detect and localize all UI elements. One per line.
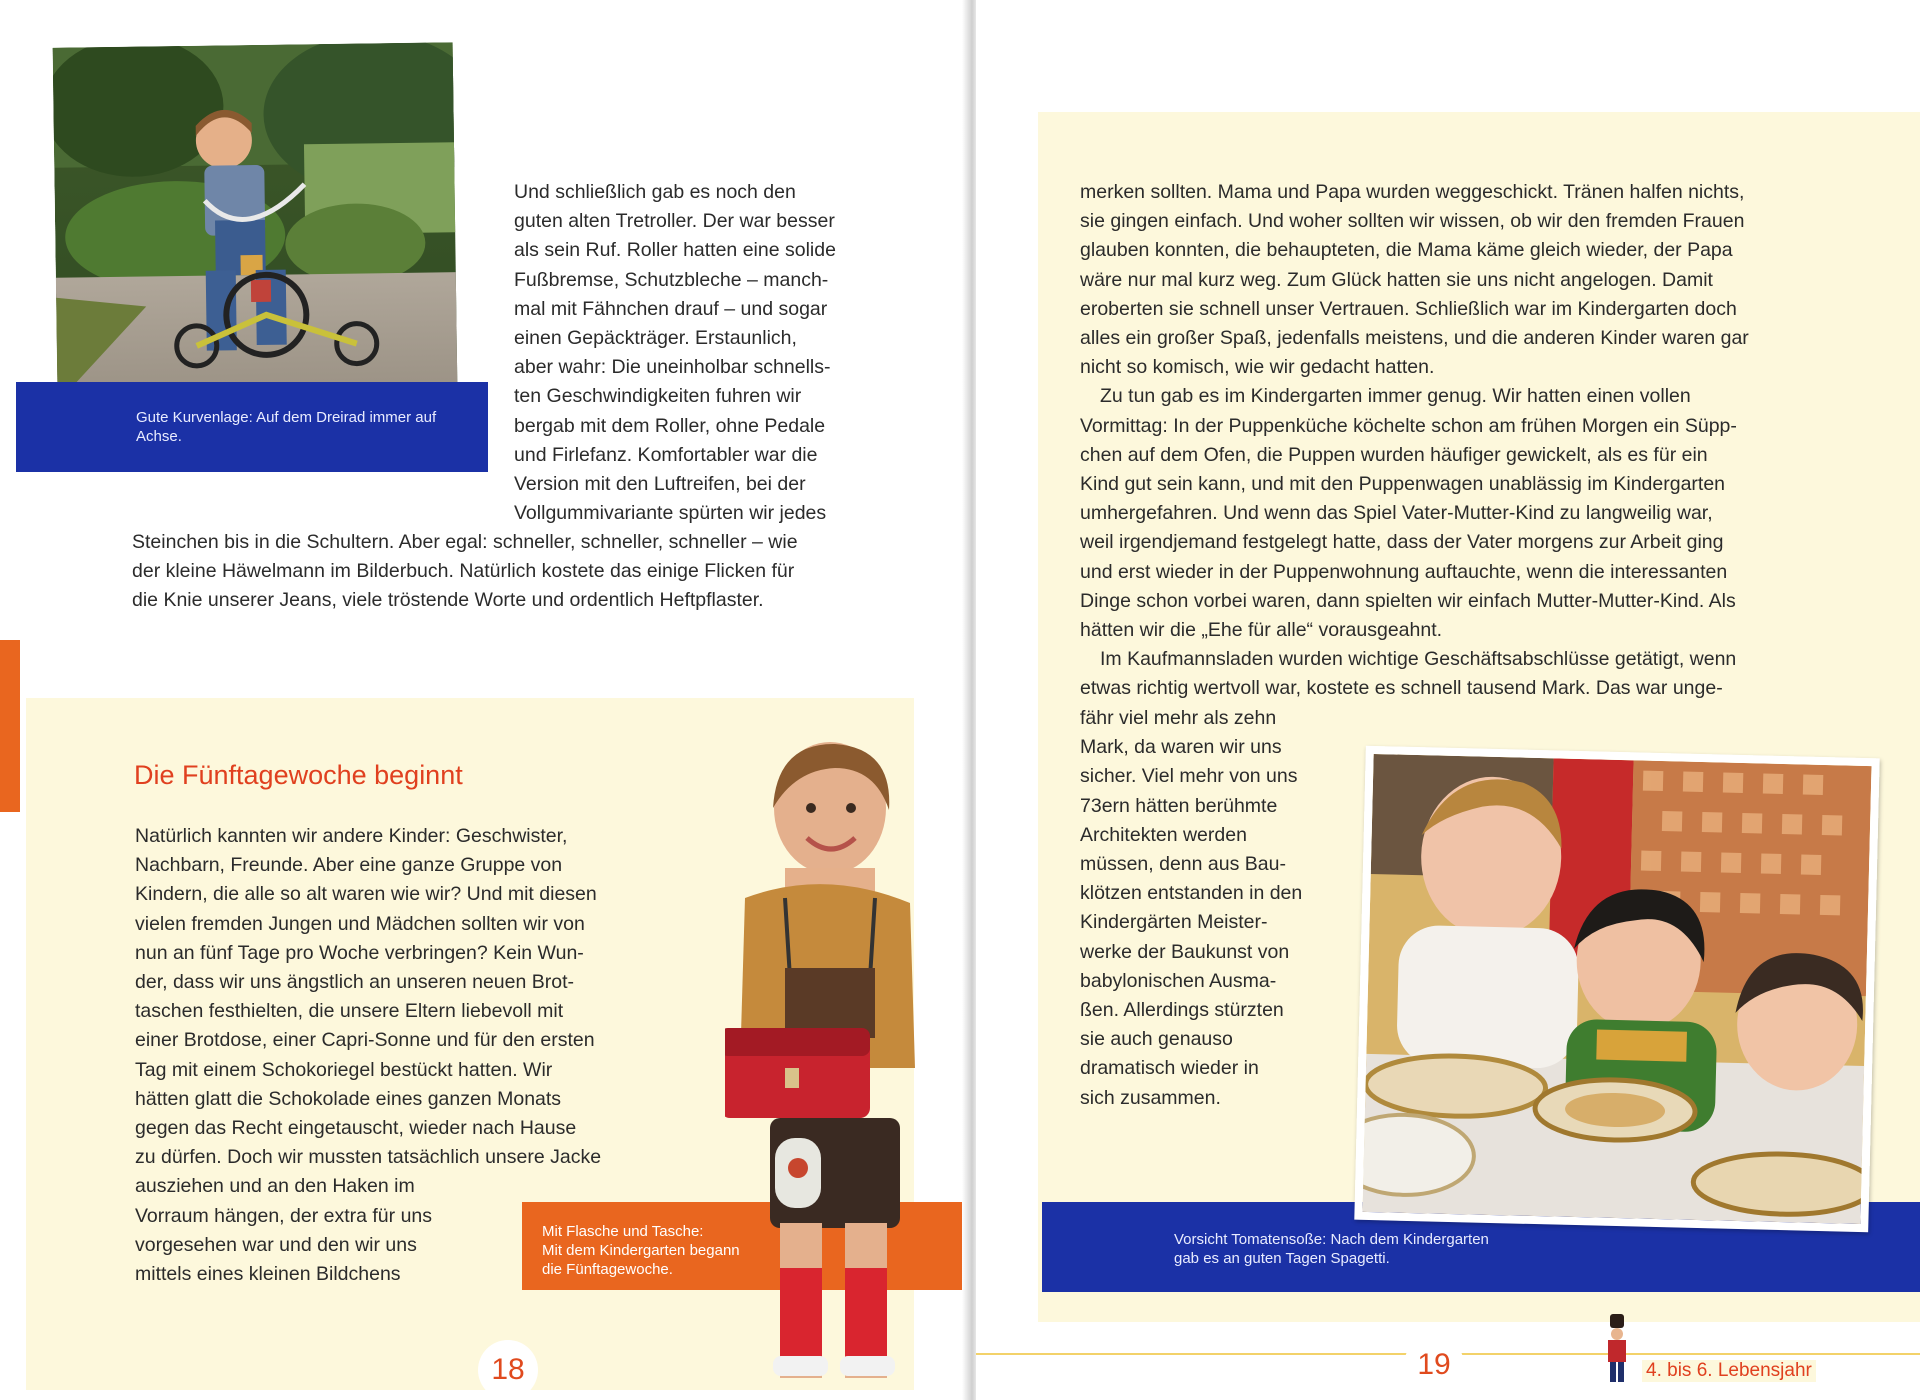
text-line: ten Geschwindigkeiten fuhren wir [514, 385, 802, 408]
text-line: als sein Ruf. Roller hatten eine solide [514, 239, 836, 262]
spaghetti-photo [1354, 746, 1879, 1232]
text-line: chen auf dem Ofen, die Puppen wurden häufiger gewickelt, als es für ein [1080, 443, 1708, 466]
text-line: alles ein großer Spaß, jedenfalls meistens, und die anderen Kinder waren gar [1080, 327, 1749, 350]
spaghetti-photo-image [1362, 754, 1871, 1224]
page-number-right: 19 [1404, 1335, 1464, 1395]
chapter-label: 4. bis 6. Lebensjahr [1642, 1360, 1816, 1382]
text-line: umhergefahren. Und wenn das Spiel Vater-Mutter-Kind zu langweilig war, [1080, 502, 1713, 525]
tricycle-caption [16, 382, 488, 472]
tricycle-caption-text: Gute Kurvenlage: Auf dem Dreirad immer auf Achse. [136, 409, 437, 445]
section-heading: Die Fünftagewoche beginnt [134, 760, 463, 790]
right-text-narrow [1080, 704, 1350, 1113]
text-line: nicht so komisch, wie wir gedacht hatten. [1080, 356, 1435, 379]
text-line: Version mit den Luftreifen, bei der [514, 473, 806, 496]
text-line: sich zusammen. [1080, 1086, 1221, 1109]
text-line: merken sollten. Mama und Papa wurden weggeschickt. Tränen halfen nichts, [1080, 181, 1745, 203]
text-line: Mark, da waren wir uns [1080, 736, 1282, 759]
text-line: glauben konnten, die behaupteten, die Mama käme gleich wieder, der Papa [1080, 239, 1733, 262]
child-caption-line: Mit dem Kindergarten begann [542, 1242, 740, 1259]
text-line: nun an fünf Tage pro Woche verbringen? Kein Wun- [135, 941, 584, 964]
text-line: Nachbarn, Freunde. Aber eine ganze Gruppe von [135, 854, 563, 877]
text-line: müssen, denn aus Bau- [1080, 853, 1286, 876]
text-line: sicher. Viel mehr von uns [1080, 765, 1298, 788]
text-line: Kindern, die alle so alt waren wie wir? Und mit diesen [135, 883, 597, 906]
text-line: Vormittag: In der Puppenküche köchelte schon am frühen Morgen ein Süpp- [1080, 414, 1737, 437]
text-line: weil irgendjemand festgelegt hatte, dass der Vater morgens zur Arbeit ging [1080, 531, 1724, 554]
text-line: und erst wieder in der Puppenwohnung auftauchte, wenn die interessanten [1080, 560, 1728, 583]
text-line: dramatisch wieder in [1080, 1057, 1259, 1080]
text-line: Dinge schon vorbei waren, dann spielten wir einfach Mutter-Mutter-Kind. Als [1080, 589, 1736, 612]
text-line: etwas richtig wertvoll war, kostete es schnell tausend Mark. Das war unge- [1080, 677, 1723, 700]
text-line: guten alten Tretroller. Der war besser [514, 210, 835, 233]
text-line: hätten glatt die Schokolade eines ganzen Monats [135, 1087, 562, 1110]
text-line: mittels eines kleinen Bildchens [135, 1263, 401, 1286]
text-line: vielen fremden Jungen und Mädchen sollten wir von [135, 912, 585, 935]
child-caption-line: Mit Flasche und Tasche: [542, 1223, 704, 1240]
text-line: werke der Baukunst von [1080, 940, 1290, 963]
page-number-left: 18 [478, 1340, 538, 1400]
left-edge-tab [0, 640, 20, 812]
text-line: babylonischen Ausma- [1080, 969, 1277, 992]
text-line: Vollgummivariante spürten wir jedes [514, 502, 827, 525]
text-line: Zu tun gab es im Kindergarten immer genug. Wir hatten einen vollen [1100, 385, 1691, 408]
right-page [976, 0, 1920, 1400]
text-line: fähr viel mehr als zehn [1080, 707, 1277, 729]
text-line: gegen das Recht eingetauscht, wieder nach Hause [135, 1117, 577, 1140]
text-line: Steinchen bis in die Schultern. Aber egal: schneller, schneller, schneller – wie [132, 531, 798, 553]
text-line: ßen. Allerdings stürzten [1080, 999, 1284, 1022]
text-line: und Firlefanz. Komfortabler war die [514, 443, 818, 466]
text-line: Vorraum hängen, der extra für uns [135, 1204, 433, 1227]
text-line: der, dass wir uns ängstlich an unseren neuen Brot- [135, 971, 575, 994]
text-line: Architekten werden [1080, 823, 1247, 846]
tricycle-photo-image [53, 42, 461, 400]
text-line: Kind gut sein kann, und mit den Puppenwagen unablässig im Kindergarten [1080, 473, 1726, 496]
text-line: ausziehen und an den Haken im [135, 1175, 415, 1198]
text-line: Tag mit einem Schokoriegel bestückt hatten. Wir [135, 1058, 553, 1081]
text-line: Im Kaufmannsladen wurden wichtige Geschäftsabschlüsse getätigt, wenn [1100, 648, 1737, 671]
text-line: bergab mit dem Roller, ohne Pedale [514, 414, 826, 437]
text-line: mal mit Fähnchen drauf – und sogar [514, 297, 828, 320]
text-line: zu dürfen. Doch wir mussten tatsächlich unsere Jacke [135, 1146, 602, 1169]
text-line: einen Gepäckträger. Erstaunlich, [514, 327, 797, 350]
text-line: Natürlich kannten wir andere Kinder: Geschwister, [135, 825, 568, 847]
text-line: Kindergärten Meister- [1080, 911, 1268, 934]
text-line: Fußbremse, Schutzbleche – manch- [514, 268, 829, 291]
spaghetti-caption-line: Vorsicht Tomatensoße: Nach dem Kindergarten [1174, 1231, 1489, 1248]
child-with-bag-image [725, 738, 925, 1378]
tricycle-photo [50, 39, 461, 400]
right-text-top [1080, 178, 1900, 704]
text-line: einer Brotdose, einer Capri-Sonne und für den ersten [135, 1029, 595, 1052]
spaghetti-caption-line: gab es an guten Tagen Spagetti. [1174, 1250, 1390, 1267]
child-caption-line: die Fünftagewoche. [542, 1261, 673, 1278]
text-line: sie gingen einfach. Und woher sollten wir wissen, ob wir den fremden Frauen [1080, 210, 1745, 233]
intro-text-wide [132, 528, 892, 616]
text-line: die Knie unserer Jeans, viele tröstende Worte und ordentlich Heftpflaster. [132, 589, 764, 612]
text-line: taschen festhielten, die unsere Eltern liebevoll mit [135, 1000, 564, 1023]
toy-soldier-icon [1602, 1314, 1632, 1384]
text-line: aber wahr: Die uneinholbar schnells- [514, 356, 831, 379]
text-line: vorgesehen war und den wir uns [135, 1233, 417, 1256]
text-line: der kleine Häwelmann im Bilderbuch. Natürlich kostete das einige Flicken für [132, 560, 795, 583]
text-line: eroberten sie schnell unser Vertrauen. Schließlich war im Kindergarten doch [1080, 297, 1737, 320]
text-line: sie auch genauso [1080, 1028, 1233, 1051]
text-line: hätten wir die „Ehe für alle“ vorausgeahnt. [1080, 619, 1443, 642]
text-line: 73ern hätten berühmte [1080, 794, 1278, 817]
intro-text-narrow [514, 178, 894, 528]
text-line: wäre nur mal kurz weg. Zum Glück hatten sie uns nicht angelogen. Damit [1080, 268, 1713, 291]
text-line: klötzen entstanden in den [1080, 882, 1303, 905]
text-line: Und schließlich gab es noch den [514, 181, 796, 203]
